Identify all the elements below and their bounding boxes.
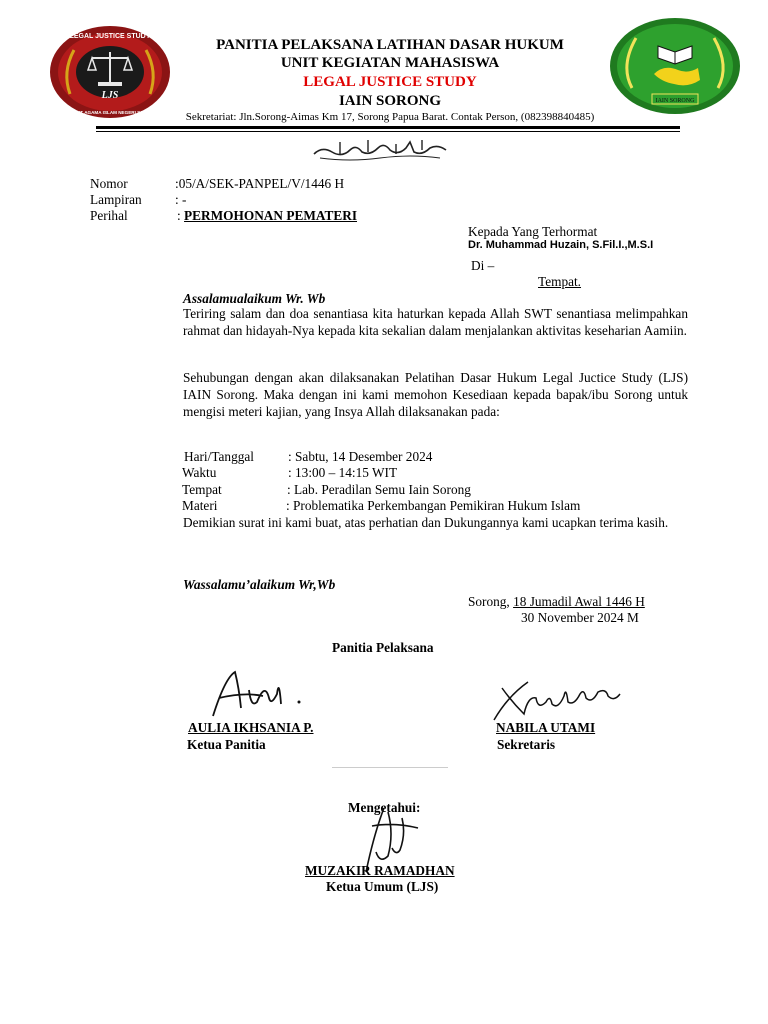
lampiran-value: : -	[175, 192, 187, 207]
date-hijri-row	[468, 593, 645, 610]
iain-logo-banner-text: IAIN SORONG	[655, 98, 695, 104]
greeting: Assalamualaikum Wr. Wb	[183, 291, 326, 306]
date-gregorian: 30 November 2024 M	[521, 610, 639, 625]
perihal-row	[177, 207, 357, 224]
paragraph-request: Sehubungan dengan akan dilaksanakan Pelatihan Dasar Hukum Legal Juctice Study (LJS) IAIN Sorong. Maka dengan ini kami memohon Kesediaan kepada bapak/ibu Sorong untuk mengisi meteri kajian, yang Insya Allah dilaksanakan pada:	[183, 370, 688, 419]
basmalah-calligraphy	[310, 136, 450, 162]
detail-time-label: Waktu	[182, 465, 217, 480]
right-signature	[488, 676, 628, 724]
perihal-colon: :	[177, 208, 185, 223]
right-signer-role: Sekretaris	[497, 737, 556, 752]
left-signer-role: Ketua Panitia	[187, 737, 266, 752]
header-address: Sekretariat: Jln.Sorong-Aimas Km 17, Sorong Papua Barat. Contak Person, (082398840485)	[185, 111, 595, 123]
nomor-label: Nomor	[90, 176, 128, 191]
date-hijri: 18 Jumadil Awal 1446 H	[513, 594, 645, 609]
farewell: Wassalamu’alaikum Wr,Wb	[183, 577, 336, 592]
detail-date-label: Hari/Tanggal	[184, 449, 254, 464]
detail-material-value: : Problematika Perkembangan Pemikiran Hukum Islam	[286, 498, 581, 513]
acknowledged-label: Mengetahui:	[348, 800, 421, 815]
recipient-tempat: Tempat.	[538, 274, 582, 289]
right-signer-name: NABILA UTAMI	[496, 720, 596, 735]
recipient-name: Dr. Muhammad Huzain, S.Fil.I.,M.S.I	[468, 239, 654, 251]
detail-date-value: : Sabtu, 14 Desember 2024	[288, 449, 433, 464]
nomor-value: :05/A/SEK-PANPEL/V/1446 H	[175, 176, 345, 191]
ljs-logo-ring-text-bottom: INSTITUT AGAMA ISLAM NEGERI SORONG	[62, 110, 158, 115]
detail-place-value: : Lab. Peradilan Semu Iain Sorong	[287, 482, 471, 497]
header-rule-thick	[96, 126, 680, 129]
left-signature	[205, 668, 315, 720]
header-committee-title: PANITIA PELAKSANA LATIHAN DASAR HUKUM	[216, 37, 564, 53]
ljs-logo-ring-text: LEGAL JUSTICE STUDY	[69, 33, 151, 40]
detail-place-label: Tempat	[182, 482, 222, 497]
date-prefix: Sorong,	[468, 594, 514, 609]
left-signer-name: AULIA IKHSANIA P.	[188, 720, 314, 735]
recipient-di: Di –	[471, 258, 495, 273]
committee-heading: Panitia Pelaksana	[332, 640, 434, 655]
bottom-signer-name: MUZAKIR RAMADHAN	[305, 863, 455, 878]
perihal-value: PERMOHONAN PEMATERI	[184, 208, 358, 223]
bottom-signer-role: Ketua Umum (LJS)	[326, 879, 439, 894]
header-unit-title: UNIT KEGIATAN MAHASISWA	[280, 55, 500, 71]
perihal-label: Perihal	[90, 208, 128, 223]
detail-time-value: : 13:00 – 14:15 WIT	[288, 465, 398, 480]
header-rule-thin	[96, 131, 680, 132]
paragraph-closing: Demikian surat ini kami buat, atas perhatian dan Dukungannya kami ucapkan terima kasih.	[183, 515, 669, 530]
ljs-logo-center-text: LJS	[101, 90, 119, 101]
recipient-salutation: Kepada Yang Terhormat	[468, 224, 598, 239]
detail-material-label: Materi	[182, 498, 218, 513]
lampiran-label: Lampiran	[90, 192, 142, 207]
header-institution-title: IAIN SORONG	[338, 93, 442, 109]
paragraph-opening: Teriring salam dan doa senantiasa kita haturkan kepada Allah SWT senantiasa melimpahkan rahmat dan hidayah-Nya kepada kita sekalian dalam menjalankan aktivitas keseharian Aamiin.	[183, 306, 688, 338]
divider-faint	[332, 767, 448, 768]
header-ljs-title: LEGAL JUSTICE STUDY	[303, 74, 477, 90]
